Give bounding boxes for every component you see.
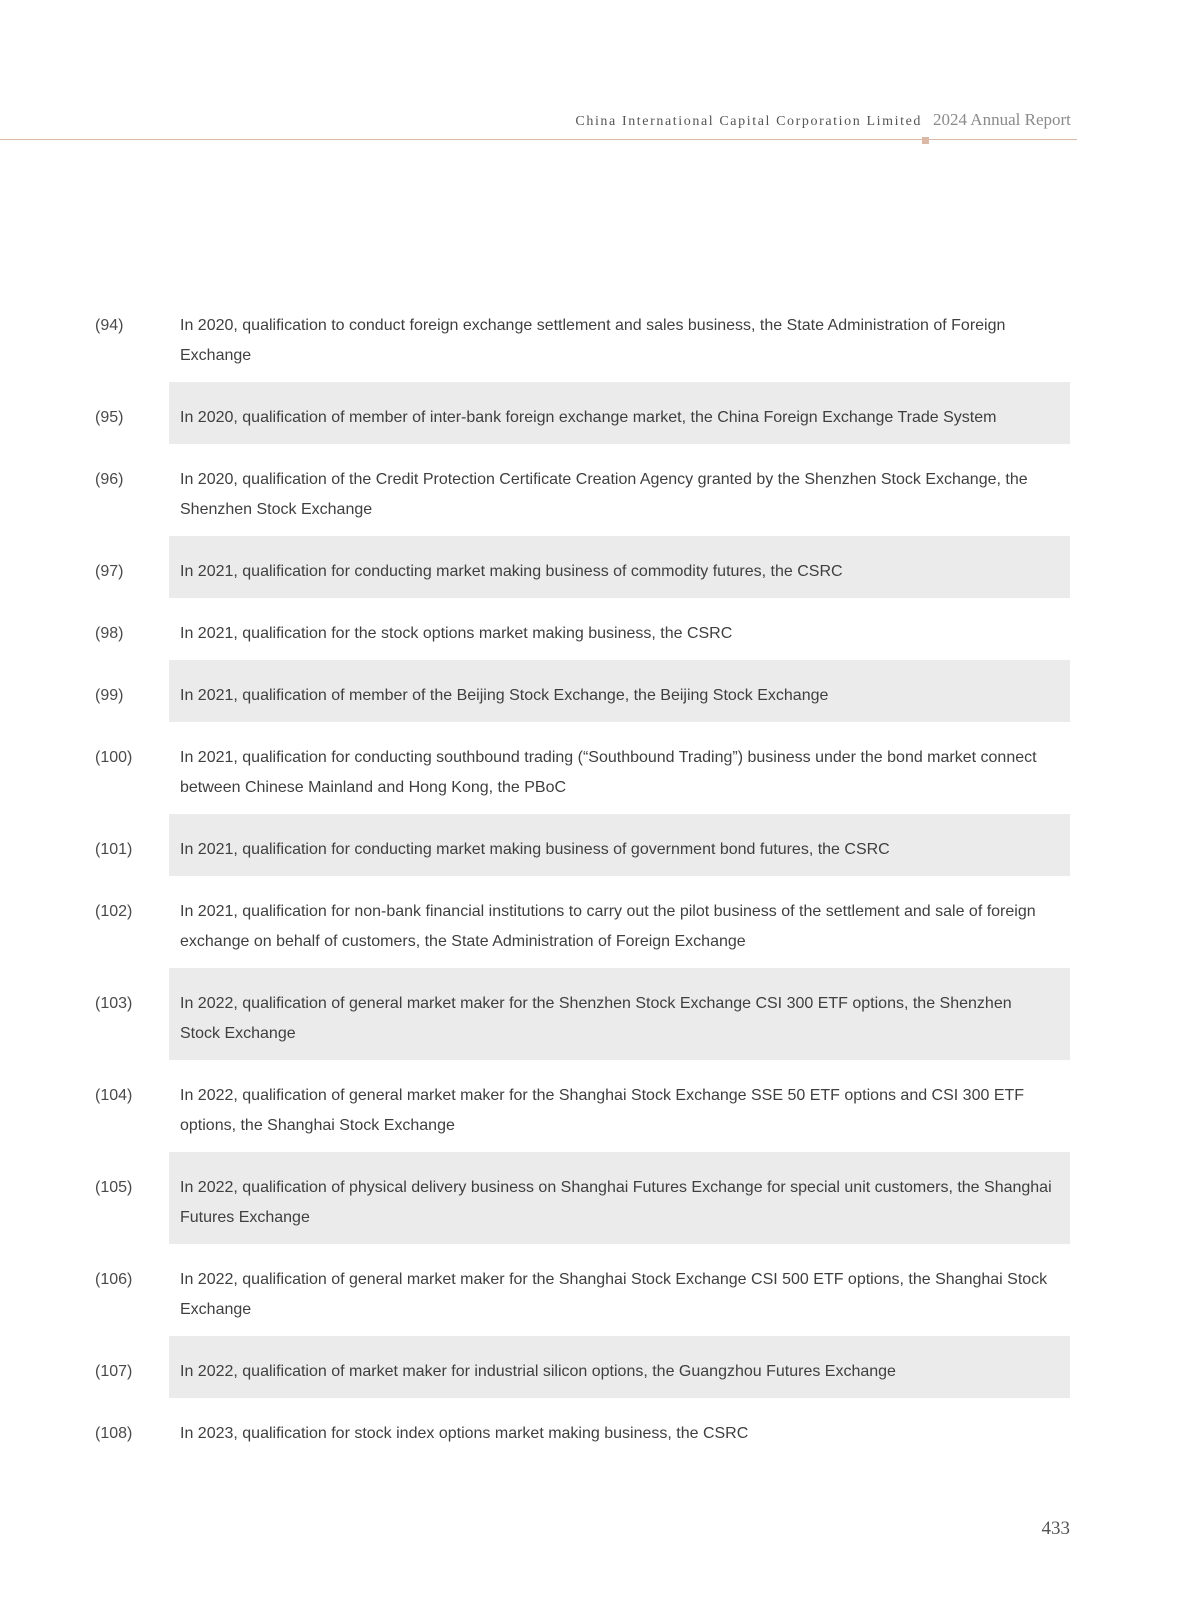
header-divider <box>0 139 1077 140</box>
header-company-name: China International Capital Corporation Limited <box>575 114 922 129</box>
item-text: In 2021, qualification for conducting market making business of government bond futures, the CSRC <box>169 814 1070 876</box>
item-number: (102) <box>95 903 133 920</box>
list-item <box>95 876 1070 968</box>
list-item <box>95 968 1070 1060</box>
header-report-title: 2024 Annual Report <box>933 110 1071 129</box>
list-item <box>95 598 1070 660</box>
item-number: (95) <box>95 409 124 426</box>
list-item <box>95 814 1070 876</box>
page-header <box>0 0 1190 150</box>
list-item <box>95 1336 1070 1398</box>
item-text: In 2022, qualification of physical delivery business on Shanghai Futures Exchange for special unit customers, the Shanghai Futures Exchange <box>169 1152 1070 1244</box>
item-number: (105) <box>95 1179 133 1196</box>
item-number: (104) <box>95 1087 133 1104</box>
item-number: (101) <box>95 841 133 858</box>
item-text: In 2021, qualification of member of the Beijing Stock Exchange, the Beijing Stock Exchange <box>169 660 1070 722</box>
list-item <box>95 660 1070 722</box>
item-text: In 2020, qualification to conduct foreign exchange settlement and sales business, the State Administration of Foreign Exchange <box>180 317 1006 364</box>
item-text: In 2020, qualification of the Credit Protection Certificate Creation Agency granted by the Shenzhen Stock Exchange, the Shenzhen Stock Exchange <box>180 471 1028 518</box>
item-text: In 2023, qualification for stock index options market making business, the CSRC <box>180 1425 749 1442</box>
item-text: In 2021, qualification for conducting southbound trading (“Southbound Trading”) business under the bond market connect between Chinese Mainland and Hong Kong, the PBoC <box>180 749 1037 796</box>
item-text: In 2020, qualification of member of inter-bank foreign exchange market, the China Foreign Exchange Trade System <box>169 382 1070 444</box>
item-number: (100) <box>95 749 133 766</box>
list-item <box>95 1244 1070 1336</box>
item-number: (108) <box>95 1425 133 1442</box>
item-text: In 2021, qualification for conducting market making business of commodity futures, the CSRC <box>169 536 1070 598</box>
item-text: In 2021, qualification for the stock options market making business, the CSRC <box>180 625 733 642</box>
item-text: In 2022, qualification of general market maker for the Shanghai Stock Exchange SSE 50 ETF options and CSI 300 ETF options, the Shanghai Stock Exchange <box>180 1087 1025 1134</box>
list-item <box>95 1152 1070 1244</box>
list-item <box>95 1060 1070 1152</box>
qualification-list <box>95 290 1070 1460</box>
list-item <box>95 444 1070 536</box>
item-number: (97) <box>95 563 124 580</box>
item-number: (98) <box>95 625 124 642</box>
item-number: (103) <box>95 995 133 1012</box>
list-item <box>95 290 1070 382</box>
list-item <box>95 536 1070 598</box>
item-number: (107) <box>95 1363 133 1380</box>
item-number: (94) <box>95 317 124 334</box>
page-number: 433 <box>1041 1518 1070 1539</box>
item-text: In 2022, qualification of market maker for industrial silicon options, the Guangzhou Futures Exchange <box>169 1336 1070 1398</box>
list-item <box>95 722 1070 814</box>
header-marker <box>922 137 929 144</box>
list-item <box>95 382 1070 444</box>
item-number: (106) <box>95 1271 133 1288</box>
list-item <box>95 1398 1070 1460</box>
item-text: In 2022, qualification of general market maker for the Shenzhen Stock Exchange CSI 300 ETF options, the Shenzhen Stock Exchange <box>169 968 1070 1060</box>
item-text: In 2022, qualification of general market maker for the Shanghai Stock Exchange CSI 500 ETF options, the Shanghai Stock Exchange <box>180 1271 1048 1318</box>
item-text: In 2021, qualification for non-bank financial institutions to carry out the pilot business of the settlement and sale of foreign exchange on behalf of customers, the State Administration of Foreign Exchange <box>180 903 1036 950</box>
item-number: (96) <box>95 471 124 488</box>
item-number: (99) <box>95 687 124 704</box>
